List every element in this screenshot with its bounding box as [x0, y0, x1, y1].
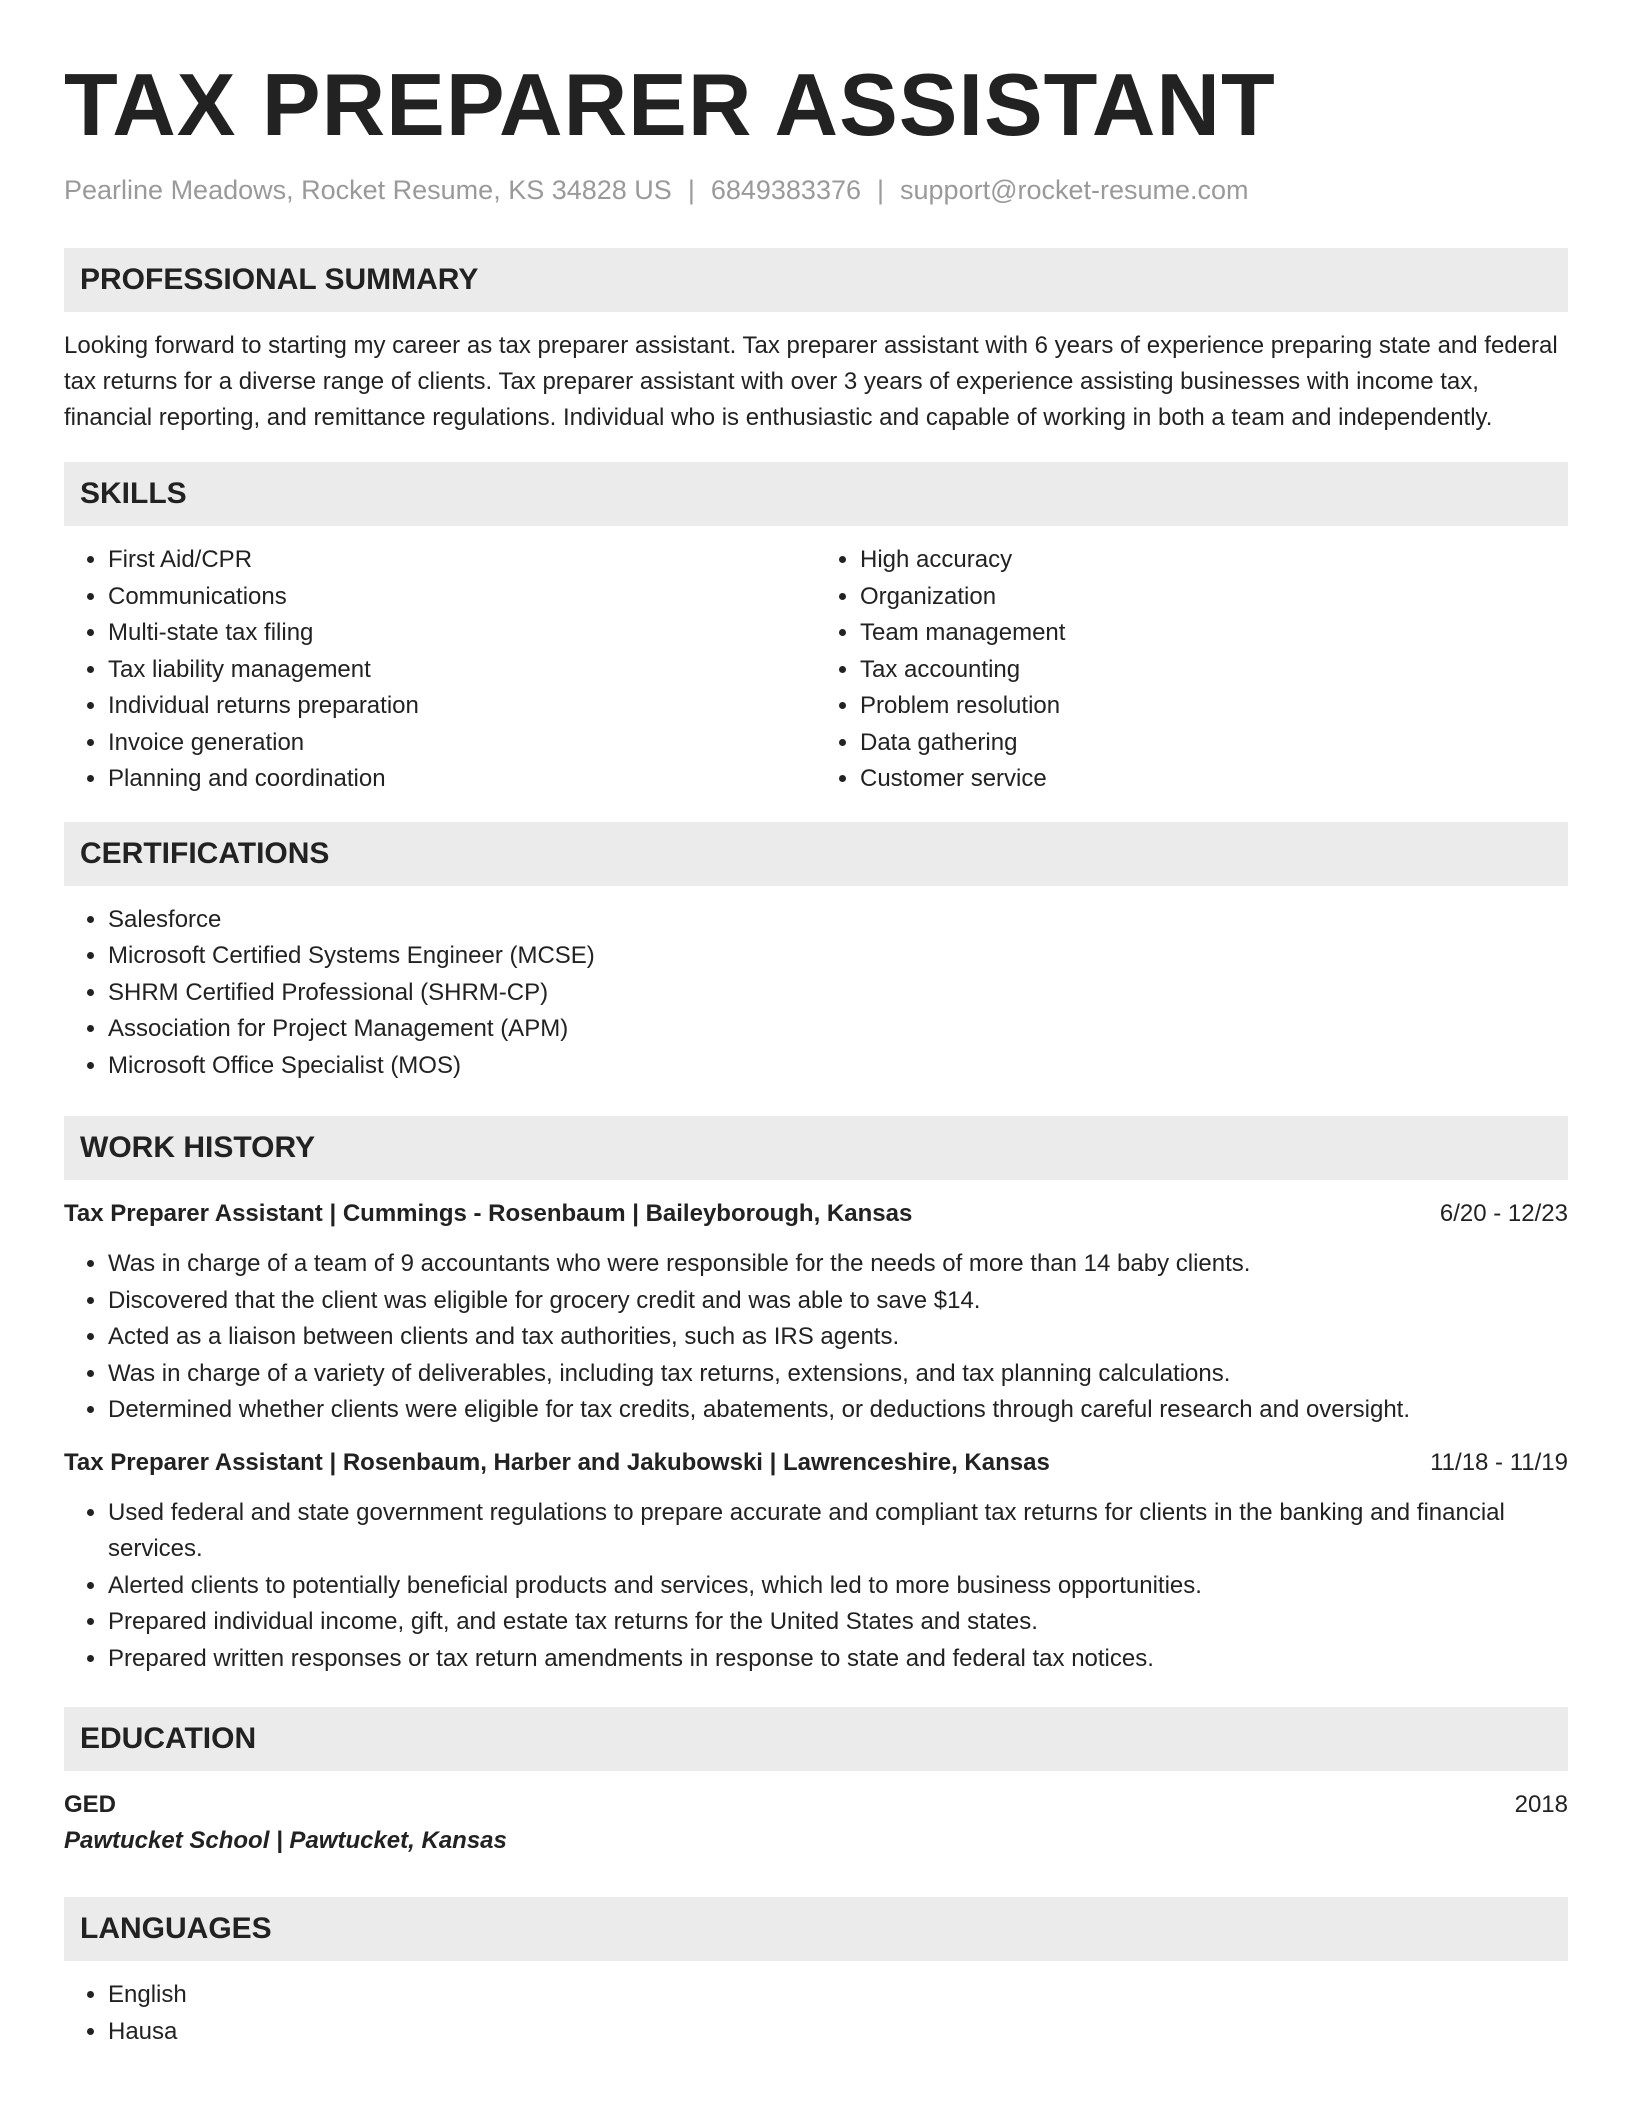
language-item: • English — [108, 1977, 1568, 2014]
certification-item: • Microsoft Office Specialist (MOS) — [108, 1048, 1568, 1085]
section-heading-certifications: CERTIFICATIONS — [64, 822, 1568, 886]
job-bullet: • Was in charge of a variety of deliverables, including tax returns, extensions, and tax planning calculations. — [108, 1356, 1568, 1393]
skill-item: • First Aid/CPR — [108, 542, 816, 579]
job-bullet: • Discovered that the client was eligible for grocery credit and was able to save $14. — [108, 1283, 1568, 1320]
skill-item: • Planning and coordination — [108, 761, 816, 798]
skills-column-left — [64, 542, 816, 798]
skill-item: • Invoice generation — [108, 725, 816, 762]
languages-list — [64, 1977, 1568, 2050]
job-dates: 11/18 - 11/19 — [1430, 1448, 1568, 1476]
job-bullet: • Alerted clients to potentially beneficial products and services, which led to more business opportunities. — [108, 1568, 1568, 1605]
certification-item: • Salesforce — [108, 902, 1568, 939]
skill-item: • Tax liability management — [108, 652, 816, 689]
skill-item: • Problem resolution — [860, 688, 1568, 725]
skill-item: • Tax accounting — [860, 652, 1568, 689]
skill-item: • Individual returns preparation — [108, 688, 816, 725]
job-bullet: • Prepared individual income, gift, and estate tax returns for the United States and states. — [108, 1604, 1568, 1641]
section-heading-summary: PROFESSIONAL SUMMARY — [64, 248, 1568, 312]
certification-item: • Association for Project Management (APM) — [108, 1011, 1568, 1048]
language-item: • Hausa — [108, 2014, 1568, 2051]
section-heading-education: EDUCATION — [64, 1707, 1568, 1771]
education-school: Pawtucket School | Pawtucket, Kansas — [64, 1827, 507, 1854]
certifications-list — [64, 902, 1568, 1085]
job-header — [64, 1196, 1568, 1232]
job-bullet: • Prepared written responses or tax return amendments in response to state and federal tax notices. — [108, 1641, 1568, 1678]
job-header — [64, 1445, 1568, 1481]
job-bullets — [64, 1246, 1568, 1429]
contact-phone: 6849383376 — [710, 175, 861, 205]
job-title: Tax Preparer Assistant | Rosenbaum, Harber and Jakubowski | Lawrenceshire, Kansas — [64, 1448, 1050, 1476]
certification-item: • SHRM Certified Professional (SHRM-CP) — [108, 975, 1568, 1012]
job-bullet: • Used federal and state government regulations to prepare accurate and compliant tax returns for clients in the banking and financial services. — [108, 1495, 1568, 1568]
job-entry — [64, 1445, 1568, 1678]
skill-item: • Team management — [860, 615, 1568, 652]
education-header — [64, 1787, 1568, 1823]
job-entry — [64, 1196, 1568, 1429]
contact-line — [64, 172, 1568, 208]
education-degree: GED — [64, 1791, 117, 1818]
section-heading-work-history: WORK HISTORY — [64, 1116, 1568, 1180]
contact-separator: | — [877, 175, 885, 205]
education-year: 2018 — [1514, 1791, 1568, 1818]
job-bullet: • Determined whether clients were eligible for tax credits, abatements, or deductions through careful research and oversight. — [108, 1392, 1568, 1429]
section-heading-languages: LANGUAGES — [64, 1897, 1568, 1961]
skill-item: • High accuracy — [860, 542, 1568, 579]
job-bullet: • Was in charge of a team of 9 accountants who were responsible for the needs of more than 14 baby clients. — [108, 1246, 1568, 1283]
skill-item: • Data gathering — [860, 725, 1568, 762]
certification-item: • Microsoft Certified Systems Engineer (MCSE) — [108, 938, 1568, 975]
contact-address: Pearline Meadows, Rocket Resume, KS 34828 US — [64, 175, 672, 205]
contact-email: support@rocket-resume.com — [900, 175, 1249, 205]
contact-separator: | — [687, 175, 695, 205]
skill-item: • Organization — [860, 579, 1568, 616]
job-title: Tax Preparer Assistant | Cummings - Rosenbaum | Baileyborough, Kansas — [64, 1200, 913, 1227]
summary-text: Looking forward to starting my career as tax preparer assistant. Tax preparer assistant with 6 years of experience preparing state and federal tax returns for a diverse range of clients. Tax preparer assistant with over 3 years of experience assisting businesses with income tax, financial reporting, and remittance regulations. Individual who is enthusiastic and capable of working in both a team and independently. — [64, 332, 1558, 431]
job-bullet: • Acted as a liaison between clients and tax authorities, such as IRS agents. — [108, 1319, 1568, 1356]
skill-item: • Multi-state tax filing — [108, 615, 816, 652]
section-heading-skills: SKILLS — [64, 462, 1568, 526]
skills-list — [64, 542, 1568, 798]
job-bullets — [64, 1495, 1568, 1678]
skill-item: • Communications — [108, 579, 816, 616]
skill-item: • Customer service — [860, 761, 1568, 798]
resume-title: TAX PREPARER ASSISTANT — [64, 55, 1276, 154]
skills-column-right — [816, 542, 1568, 798]
job-dates: 6/20 - 12/23 — [1439, 1200, 1568, 1227]
